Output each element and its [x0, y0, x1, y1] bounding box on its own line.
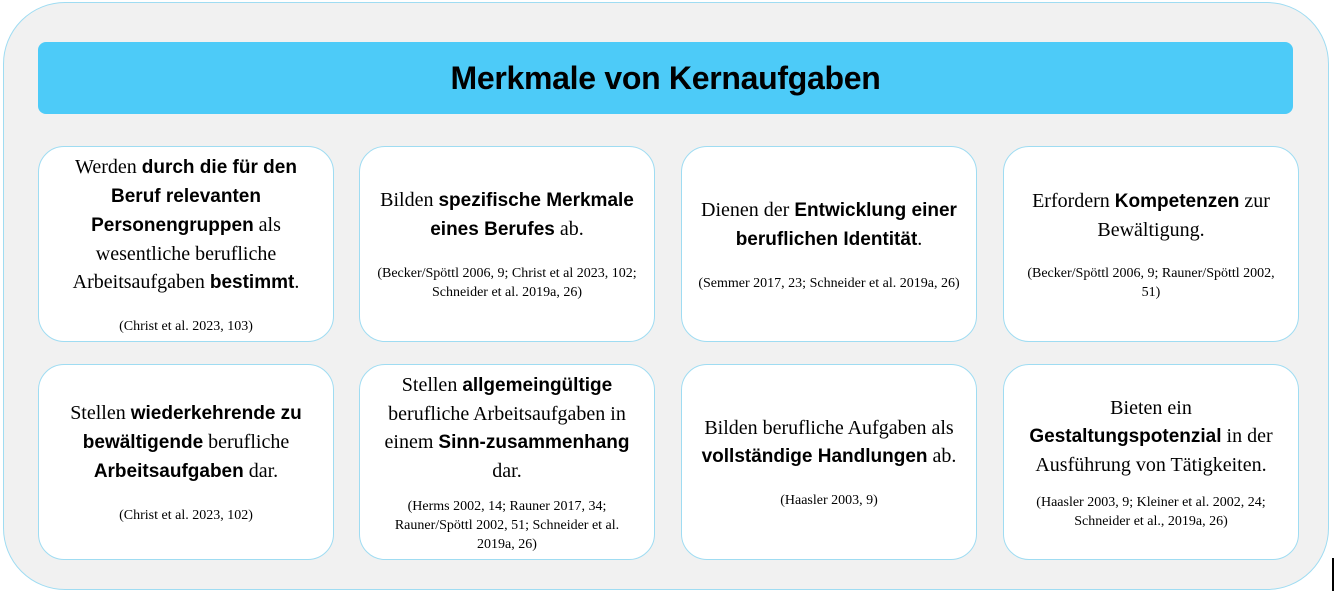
statement-text: berufliche Arbeitsaufgaben in einem — [384, 402, 626, 453]
statement-text: zur Bewältigung. — [1097, 189, 1270, 241]
statement-text: Werden — [75, 155, 142, 178]
statement-text: berufliche — [203, 431, 290, 453]
statement-text: Erfordern — [1032, 189, 1115, 212]
statement-emphasis: durch die für den Beruf relevanten Personengruppen — [91, 156, 297, 236]
statement-text: Bieten ein — [1110, 396, 1192, 419]
title-banner — [38, 42, 1293, 114]
card-citation: (Christ et al. 2023, 102) — [119, 508, 253, 523]
statement-text: Bilden — [380, 189, 439, 211]
statement-text: dar. — [243, 460, 279, 482]
statement-emphasis: spezifische Merkmale eines Berufes — [430, 190, 634, 240]
card-feature-3 — [681, 146, 977, 342]
statement-emphasis: Entwicklung einer beruflichen Identität — [735, 199, 957, 250]
statement-text: ab. — [554, 218, 584, 240]
statement-text: Stellen — [70, 402, 131, 424]
card-feature-4 — [1003, 146, 1299, 342]
diagram-title: Merkmale von Kernaufgaben — [450, 59, 881, 96]
card-statement — [376, 371, 638, 485]
card-statement — [55, 153, 317, 297]
statement-text: dar. — [492, 459, 522, 482]
card-statement — [698, 196, 960, 254]
card-citation: (Haasler 2003, 9) — [780, 493, 878, 508]
statement-emphasis: wiederkehrende zu bewältigende — [82, 403, 302, 453]
statement-emphasis: Gestaltungspotenzial — [1029, 425, 1222, 447]
statement-emphasis: vollständige Handlungen — [701, 446, 928, 467]
statement-text: Dienen der — [701, 198, 795, 221]
statement-text: in der Ausführung von Tätigkeiten. — [1035, 424, 1273, 476]
card-feature-2 — [359, 146, 655, 342]
card-citation: (Becker/Spöttl 2006, 9; Christ et al 2023, 102; Schneider et al. 2019a, 26) — [377, 266, 637, 300]
statement-text: ab. — [927, 445, 957, 467]
card-statement — [376, 186, 638, 244]
card-statement — [1020, 187, 1282, 244]
card-statement — [1020, 394, 1282, 479]
edge-line — [1332, 558, 1334, 591]
card-feature-7 — [681, 364, 977, 560]
card-citation: (Semmer 2017, 23; Schneider et al. 2019a, 26) — [698, 275, 960, 291]
card-feature-8 — [1003, 364, 1299, 560]
statement-text: Stellen — [401, 373, 463, 396]
statement-emphasis: bestimmt — [209, 271, 295, 293]
card-citation: (Herms 2002, 14; Rauner 2017, 34; Rauner/Spöttl 2002, 51; Schneider et al. 2019a, 26) — [394, 498, 620, 552]
statement-emphasis: Arbeitsaufgaben — [93, 461, 244, 482]
card-feature-5 — [38, 364, 334, 560]
card-citation: (Becker/Spöttl 2006, 9; Rauner/Spöttl 2002, 51) — [1027, 265, 1275, 300]
card-citation: (Christ et al. 2023, 103) — [119, 318, 253, 334]
card-feature-6 — [359, 364, 655, 560]
statement-emphasis: Sinn-zusammenhang — [438, 431, 630, 453]
statement-emphasis: allgemeingültige — [462, 374, 613, 396]
statement-text: Bilden berufliche Aufgaben als — [704, 417, 954, 439]
statement-text: . — [294, 270, 300, 293]
card-feature-1 — [38, 146, 334, 342]
card-citation: (Haasler 2003, 9; Kleiner et al. 2002, 24; Schneider et al., 2019a, 26) — [1036, 494, 1266, 529]
statement-text: als wesentliche berufliche Arbeitsaufgaben — [72, 213, 281, 293]
card-statement — [698, 414, 960, 471]
statement-emphasis: Kompetenzen — [1114, 190, 1240, 212]
statement-text: . — [917, 227, 923, 250]
card-statement — [55, 399, 317, 486]
